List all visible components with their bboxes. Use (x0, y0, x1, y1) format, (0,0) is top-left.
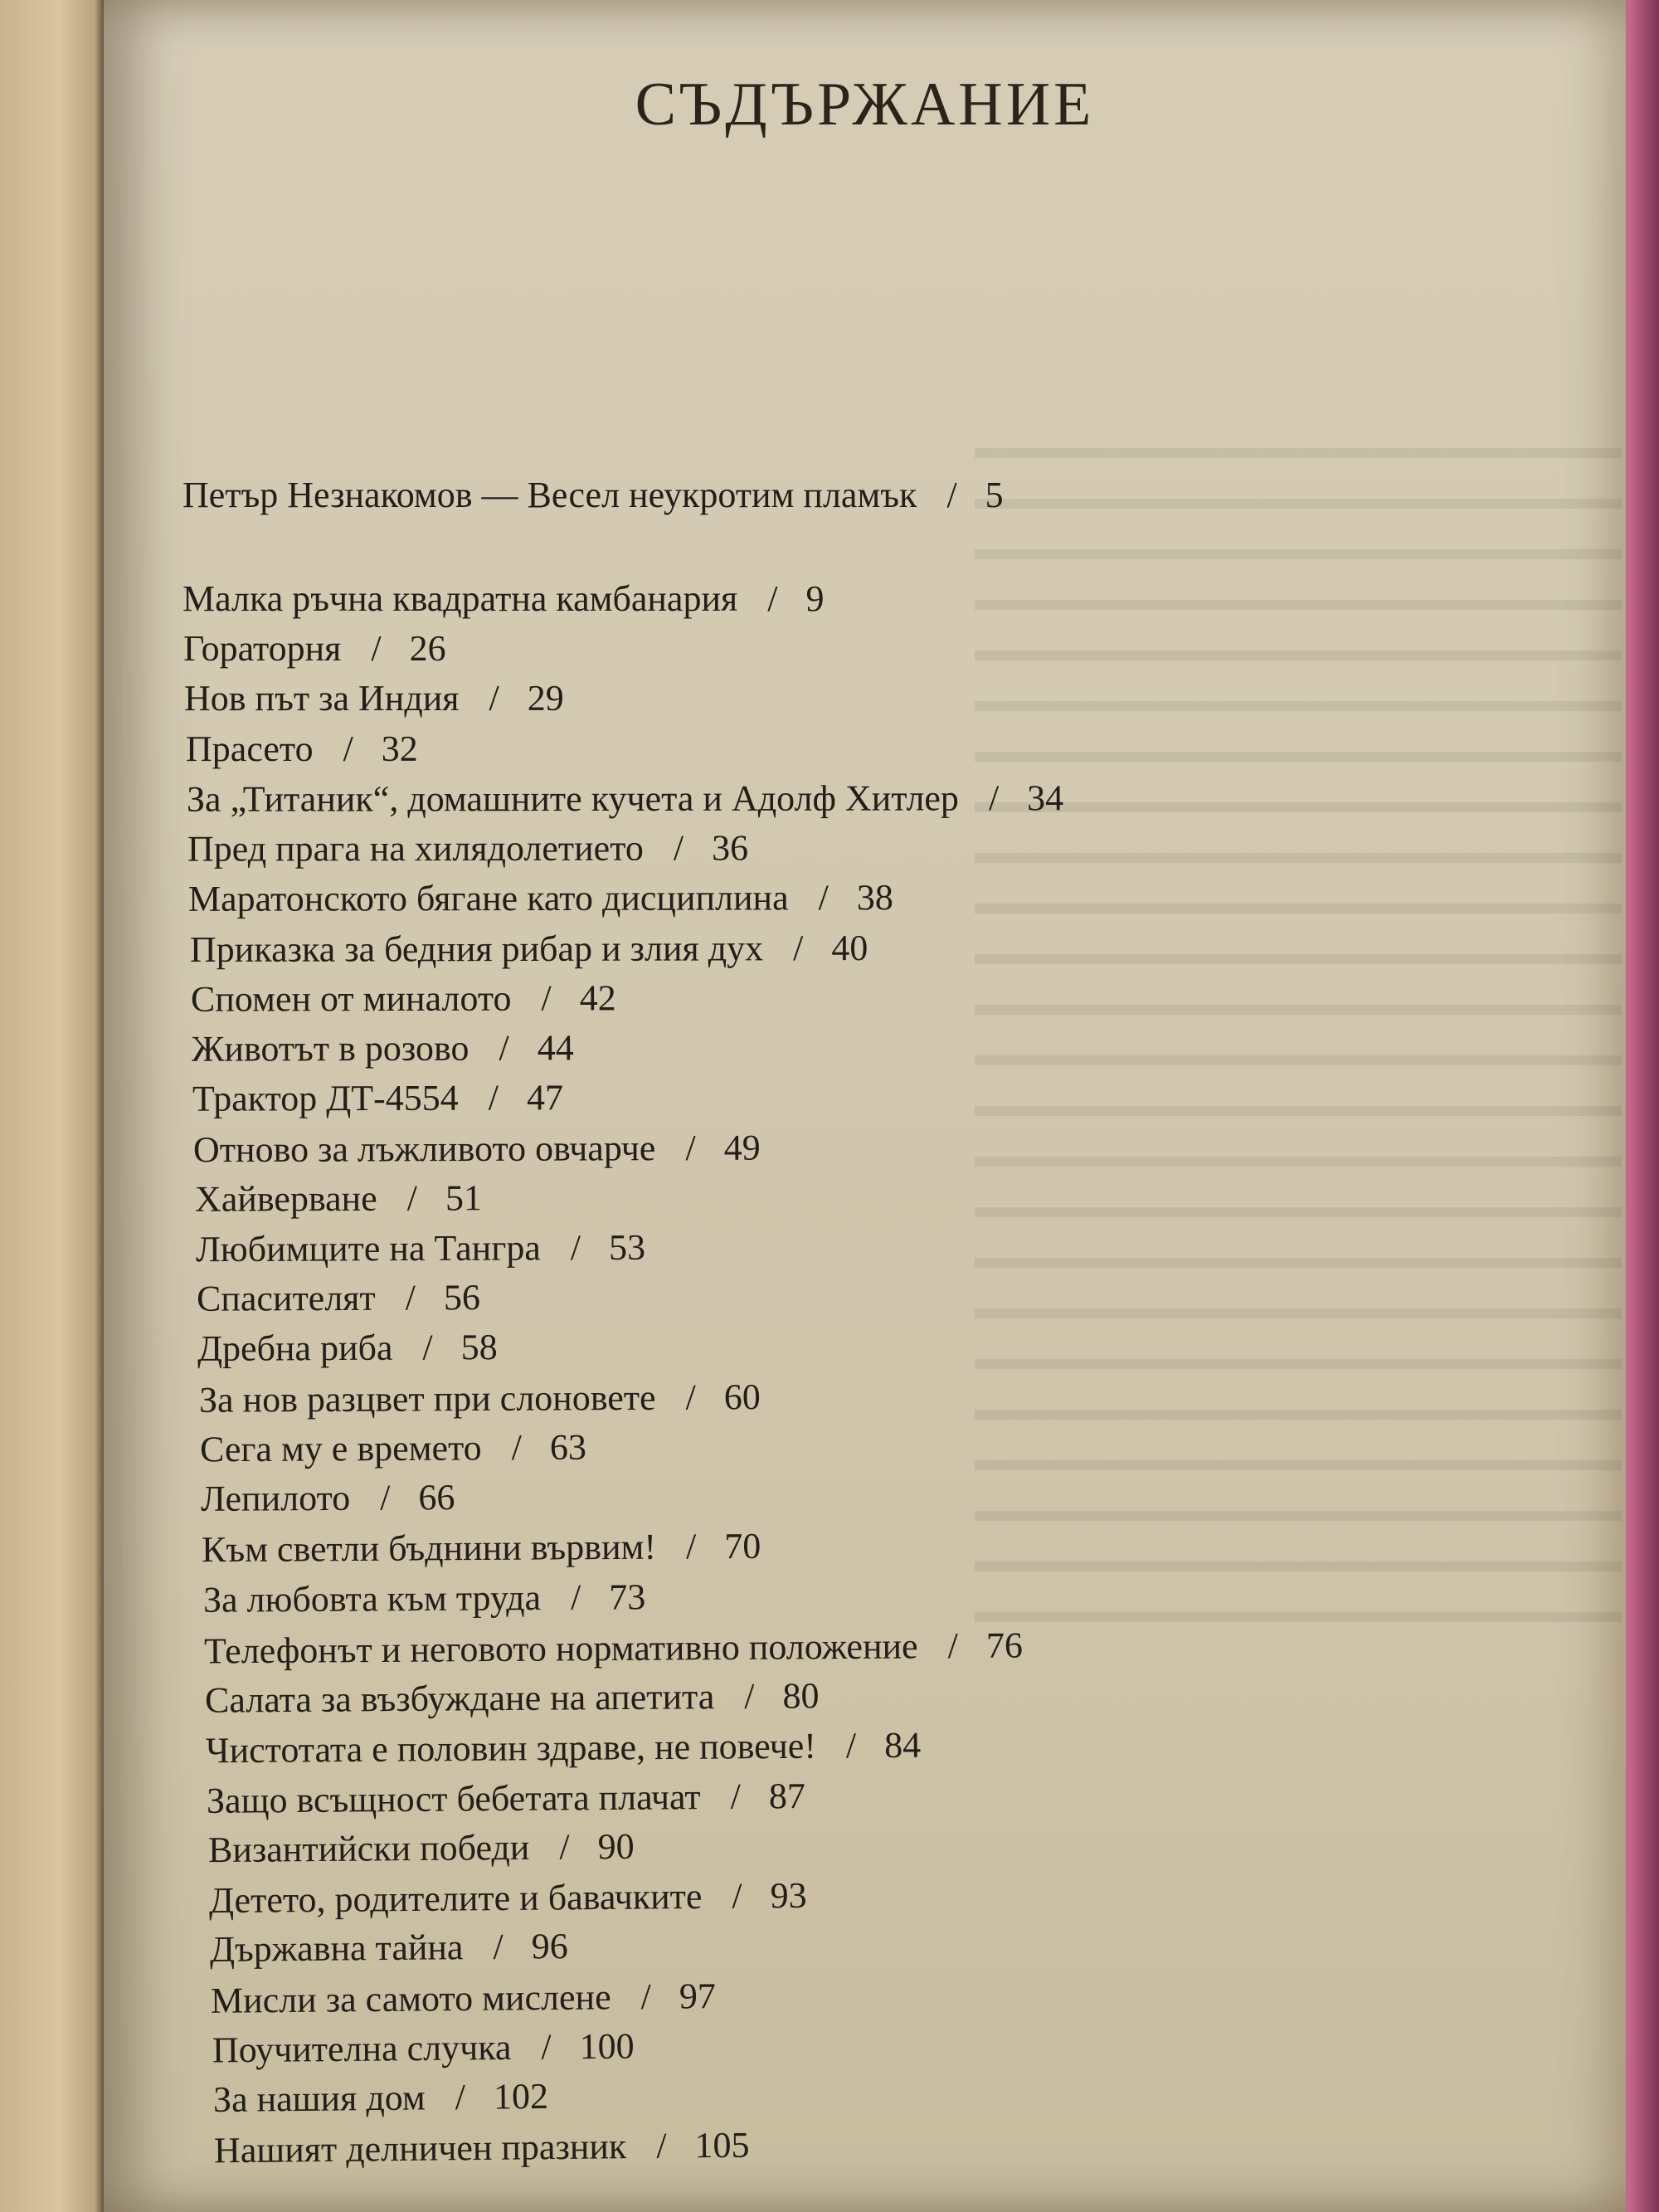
toc-separator: / (570, 1576, 581, 1618)
toc-separator: / (488, 1077, 499, 1118)
toc-entry-title: Пред прага на хилядолетието (187, 827, 644, 870)
toc-page-number: 97 (679, 1975, 717, 2017)
toc-entry (201, 1479, 455, 1518)
toc-entry-title: Дребна риба (197, 1328, 393, 1370)
toc-page-number: 47 (527, 1077, 564, 1118)
toc-separator: / (570, 1227, 581, 1269)
toc-entry-title: Трактор ДТ-4554 (192, 1077, 460, 1120)
toc-entry-title: Малка ръчна квадратна камбанария (182, 578, 738, 619)
toc-separator: / (988, 777, 1000, 819)
toc-page-number: 40 (830, 927, 868, 968)
toc-entry-title: Лепилото (200, 1478, 351, 1520)
toc-entry (191, 1027, 574, 1069)
toc-entry (182, 578, 825, 619)
toc-entry-title: Чистотата е половин здраве, не повече! (206, 1725, 817, 1771)
toc-separator: / (685, 1376, 696, 1418)
toc-entry (207, 1825, 635, 1870)
toc-entry (209, 1926, 569, 1971)
toc-separator: / (380, 1477, 391, 1518)
toc-entry-title: Поучителна случка (212, 2026, 512, 2071)
toc-page-number: 66 (418, 1477, 455, 1518)
toc-entry-title: Отново за лъжливото овчарче (193, 1127, 656, 1170)
toc-separator: / (406, 1177, 417, 1219)
toc-page-number: 49 (724, 1127, 761, 1168)
toc-entry (199, 1426, 586, 1470)
book-page (104, 0, 1626, 2212)
toc-page-number: 56 (443, 1277, 481, 1318)
toc-page-number: 58 (460, 1327, 499, 1368)
toc-page-number: 36 (712, 827, 749, 869)
toc-entry (204, 1675, 820, 1721)
toc-entry-title: Защо всъщност бебетата плачат (207, 1776, 702, 1821)
toc-entry-title: Спасителят (197, 1278, 376, 1320)
toc-entry-title: Петър Незнакомов — Весел неукротим пламък (182, 475, 917, 515)
toc-page-number: 80 (782, 1675, 820, 1717)
toc-page-number: 26 (409, 628, 446, 670)
toc-entry-title: Държавна тайна (209, 1927, 464, 1971)
toc-separator: / (540, 2026, 552, 2068)
toc-page-number: 96 (531, 1926, 569, 1967)
toc-entry-title: Салата за възбуждане на апетита (204, 1676, 715, 1721)
toc-entry-title: За нашия дом (212, 2077, 426, 2120)
toc-page-number: 70 (724, 1526, 761, 1567)
toc-separator: / (656, 2125, 667, 2166)
toc-separator: / (558, 1826, 570, 1868)
toc-page-number: 90 (597, 1825, 635, 1867)
toc-separator: / (792, 927, 803, 968)
toc-entry (206, 1724, 922, 1771)
toc-page-number: 102 (493, 2075, 548, 2117)
toc-page-number: 34 (1027, 777, 1064, 819)
toc-page-number: 44 (537, 1027, 574, 1069)
toc-page-number: 5 (985, 475, 1004, 515)
toc-separator: / (946, 475, 957, 515)
toc-separator: / (371, 628, 382, 670)
toc-separator: / (673, 827, 684, 869)
toc-entry-title: Сега му е времето (199, 1427, 482, 1470)
toc-separator: / (422, 1327, 434, 1369)
toc-page-number: 73 (608, 1576, 645, 1618)
toc-entry (190, 977, 616, 1020)
toc-entry (203, 1625, 1023, 1672)
toc-entry-title: Нов път за Индия (184, 678, 460, 719)
toc-entry (197, 1327, 499, 1370)
toc-entry (208, 1874, 807, 1922)
bleed-through-text (975, 415, 1622, 1659)
toc-entry (187, 827, 749, 870)
toc-page-number: 76 (985, 1625, 1023, 1666)
toc-intro-entry (182, 477, 1004, 514)
toc-entry (197, 1279, 480, 1318)
toc-page-number: 63 (549, 1426, 586, 1468)
toc-entry-title: Към светли бъднини вървим! (202, 1527, 657, 1571)
toc-entry (183, 628, 446, 670)
page-title: СЪДЪРЖАНИЕ (635, 71, 1095, 139)
toc-separator: / (343, 728, 353, 769)
toc-page-number: 29 (528, 678, 565, 719)
toc-page-number: 42 (579, 977, 616, 1019)
toc-entry (207, 1775, 806, 1821)
toc-page-number: 93 (770, 1874, 807, 1917)
toc-separator: / (686, 1526, 697, 1567)
toc-entry-title: За „Титаник“, домашните кучета и Адолф Хитлер (186, 777, 959, 820)
toc-page-number: 84 (884, 1724, 922, 1766)
toc-entry-title: Спомен от миналото (190, 977, 512, 1020)
toc-entry-title: Телефонът и неговото нормативно положение (203, 1625, 918, 1672)
toc-separator: / (493, 1927, 504, 1968)
left-page-edge (0, 0, 108, 2212)
toc-entry-title: Детето, родителите и бавачките (208, 1875, 703, 1922)
toc-page-number: 51 (445, 1177, 482, 1219)
toc-page-number: 32 (381, 728, 418, 769)
toc-separator: / (744, 1675, 755, 1717)
toc-page-number: 53 (608, 1226, 646, 1269)
toc-entry-title: Гораторня (183, 628, 342, 670)
toc-separator: / (511, 1427, 522, 1469)
toc-entry-title: Любимците на Тангра (195, 1227, 541, 1270)
toc-separator: / (405, 1277, 416, 1318)
toc-separator: / (499, 1027, 509, 1069)
toc-separator: / (640, 1976, 652, 2017)
toc-separator: / (767, 578, 778, 619)
toc-separator: / (730, 1776, 742, 1817)
toc-page-number: 60 (723, 1376, 761, 1418)
toc-entry (192, 1077, 564, 1120)
toc-entry-title: Маратонското бягане като дисциплина (188, 877, 789, 920)
toc-page-number: 9 (805, 578, 825, 619)
toc-entry-title: Прасето (185, 728, 314, 769)
toc-separator: / (818, 877, 830, 918)
toc-page-number: 105 (694, 2124, 750, 2166)
toc-entry-title: За нов разцвет при слоновете (198, 1376, 656, 1420)
toc-separator: / (541, 977, 552, 1019)
toc-separator: / (845, 1725, 857, 1766)
toc-entry-title: Животът в розово (191, 1027, 469, 1069)
toc-entry (212, 2075, 548, 2120)
toc-entry-title: Византийски победи (207, 1826, 530, 1870)
toc-separator: / (732, 1875, 742, 1917)
toc-entry (213, 2124, 750, 2171)
toc-entry-title: Нашият делничен празник (213, 2126, 627, 2171)
toc-entry (198, 1376, 761, 1420)
toc-separator: / (685, 1127, 697, 1168)
toc-entry-title: За любовта към труда (202, 1576, 541, 1620)
toc-entry (193, 1129, 761, 1168)
toc-entry-title: Приказка за бедния рибар и злия дух (189, 927, 763, 970)
toc-separator: / (455, 2076, 465, 2118)
toc-entry (202, 1526, 761, 1571)
toc-separator: / (947, 1625, 958, 1667)
toc-entry-title: Хайверване (194, 1177, 377, 1220)
toc-page-number: 100 (578, 2025, 635, 2067)
toc-separator: / (489, 678, 500, 719)
toc-entry (212, 2025, 635, 2071)
toc-entry (188, 877, 894, 920)
toc-entry (211, 1975, 717, 2021)
toc-entry (194, 1177, 482, 1220)
toc-page-number: 38 (857, 877, 894, 918)
toc-entry (186, 777, 1064, 820)
toc-entry (202, 1576, 645, 1620)
toc-entry (184, 680, 564, 717)
toc-page-number: 87 (769, 1775, 806, 1816)
toc-entry-title: Мисли за самото мислене (211, 1976, 612, 2021)
toc-entry (195, 1226, 646, 1270)
toc-entry (189, 927, 868, 970)
toc-entry (185, 728, 418, 769)
